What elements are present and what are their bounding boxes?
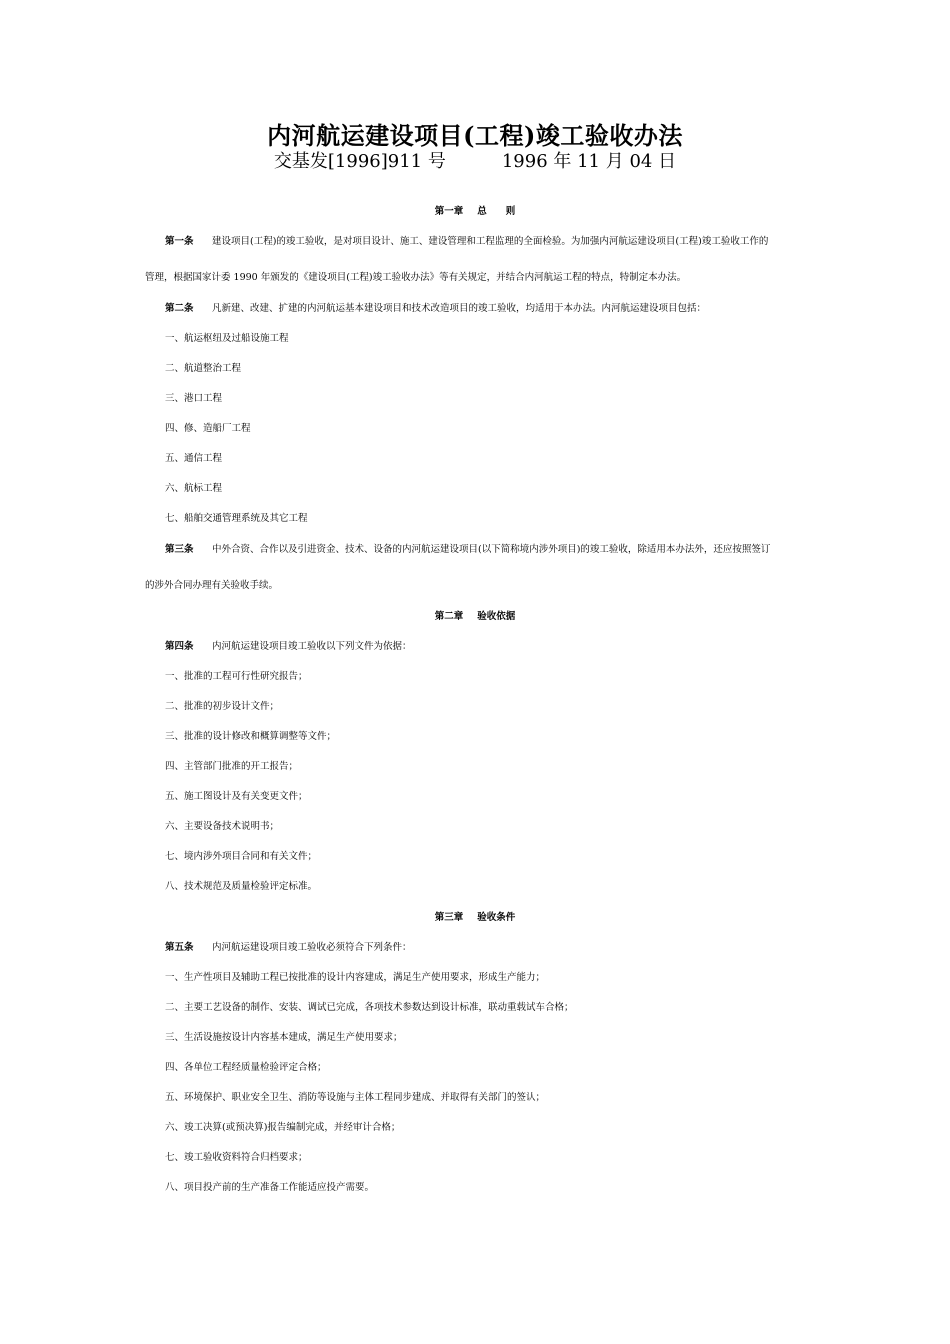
chapter-heading bbox=[0, 205, 950, 219]
list-item: 一、生产性项目及辅助工程已按批准的设计内容建成，满足生产使用要求，形成生产能力； bbox=[165, 972, 546, 983]
document-title: 内河航运建设项目(工程)竣工验收办法 bbox=[267, 121, 683, 150]
list-item: 三、港口工程 bbox=[165, 393, 223, 404]
list-item: 三、批准的设计修改和概算调整等文件； bbox=[165, 731, 337, 742]
list-item: 五、环境保护、职业安全卫生、消防等设施与主体工程同步建成、并取得有关部门的签认； bbox=[165, 1092, 546, 1103]
list-item: 一、批准的工程可行性研究报告； bbox=[165, 671, 308, 682]
article-continuation: 管理，根据国家计委 1990 年颁发的《建设项目(工程)竣工验收办法》等有关规定，并结合内河航运工程的特点，特制定本办法。 bbox=[145, 272, 687, 283]
article-label: 第二条 bbox=[165, 303, 194, 314]
list-item: 二、航道整治工程 bbox=[165, 363, 242, 374]
list-item: 六、竣工决算(或预决算)报告编制完成，并经审计合格； bbox=[165, 1122, 401, 1133]
document-subtitle bbox=[0, 150, 950, 174]
article-text: 内河航运建设项目竣工验收以下列文件为依据： bbox=[212, 641, 412, 652]
article-paragraph bbox=[165, 543, 770, 557]
article-label: 第四条 bbox=[165, 641, 194, 652]
list-item: 二、主要工艺设备的制作、安装、调试已完成，各项技术参数达到设计标准，联动重载试车合格； bbox=[165, 1002, 574, 1013]
list-item: 二、批准的初步设计文件； bbox=[165, 701, 280, 712]
article-label: 第五条 bbox=[165, 942, 194, 953]
chapter-label: 第二章 bbox=[434, 611, 464, 622]
chapter-heading bbox=[0, 610, 950, 624]
list-item: 七、竣工验收资料符合归档要求； bbox=[165, 1152, 308, 1163]
chapter-label: 第三章 bbox=[434, 912, 464, 923]
article-text: 凡新建、改建、扩建的内河航运基本建设项目和技术改造项目的竣工验收，均适用于本办法。内河航运建设项目包括： bbox=[212, 303, 707, 314]
article-paragraph bbox=[165, 302, 706, 316]
article-continuation: 的涉外合同办理有关验收手续。 bbox=[145, 580, 279, 591]
article-text: 中外合资、合作以及引进资金、技术、设备的内河航运建设项目(以下简称境内涉外项目)的竣工验收，除适用本办法外，还应按照签订 bbox=[212, 544, 771, 555]
list-item: 五、施工图设计及有关变更文件； bbox=[165, 791, 308, 802]
chapter-name: 验收条件 bbox=[477, 912, 516, 923]
article-text: 建设项目(工程)的竣工验收，是对项目设计、施工、建设管理和工程监理的全面检验。为加强内河航运建设项目(工程)竣工验收工作的 bbox=[212, 236, 769, 247]
list-item: 四、修、造船厂工程 bbox=[165, 423, 251, 434]
list-item: 五、通信工程 bbox=[165, 453, 223, 464]
article-label: 第三条 bbox=[165, 544, 194, 555]
article-label: 第一条 bbox=[165, 236, 194, 247]
list-item: 八、项目投产前的生产准备工作能适应投产需要。 bbox=[165, 1182, 375, 1193]
chapter-name: 验收依据 bbox=[477, 611, 516, 622]
list-item: 一、航运枢纽及过船设施工程 bbox=[165, 333, 289, 344]
list-item: 六、主要设备技术说明书； bbox=[165, 821, 280, 832]
document-date: 1996 年 11 月 04 日 bbox=[501, 151, 677, 172]
list-item: 四、主管部门批准的开工报告； bbox=[165, 761, 299, 772]
chapter-heading bbox=[0, 911, 950, 925]
list-item: 八、技术规范及质量检验评定标准。 bbox=[165, 881, 318, 892]
article-text: 内河航运建设项目竣工验收必须符合下列条件： bbox=[212, 942, 412, 953]
list-item: 七、船舶交通管理系统及其它工程 bbox=[165, 513, 308, 524]
article-paragraph bbox=[165, 640, 412, 654]
list-item: 三、生活设施按设计内容基本建成，满足生产使用要求； bbox=[165, 1032, 403, 1043]
article-paragraph bbox=[165, 941, 412, 955]
list-item: 四、各单位工程经质量检验评定合格； bbox=[165, 1062, 327, 1073]
chapter-label: 第一章 bbox=[434, 206, 464, 217]
document-number: 交基发[1996]911 号 bbox=[273, 151, 446, 172]
list-item: 七、境内涉外项目合同和有关文件； bbox=[165, 851, 318, 862]
list-item: 六、航标工程 bbox=[165, 483, 223, 494]
chapter-name: 总 则 bbox=[477, 206, 516, 217]
article-paragraph bbox=[165, 235, 768, 249]
